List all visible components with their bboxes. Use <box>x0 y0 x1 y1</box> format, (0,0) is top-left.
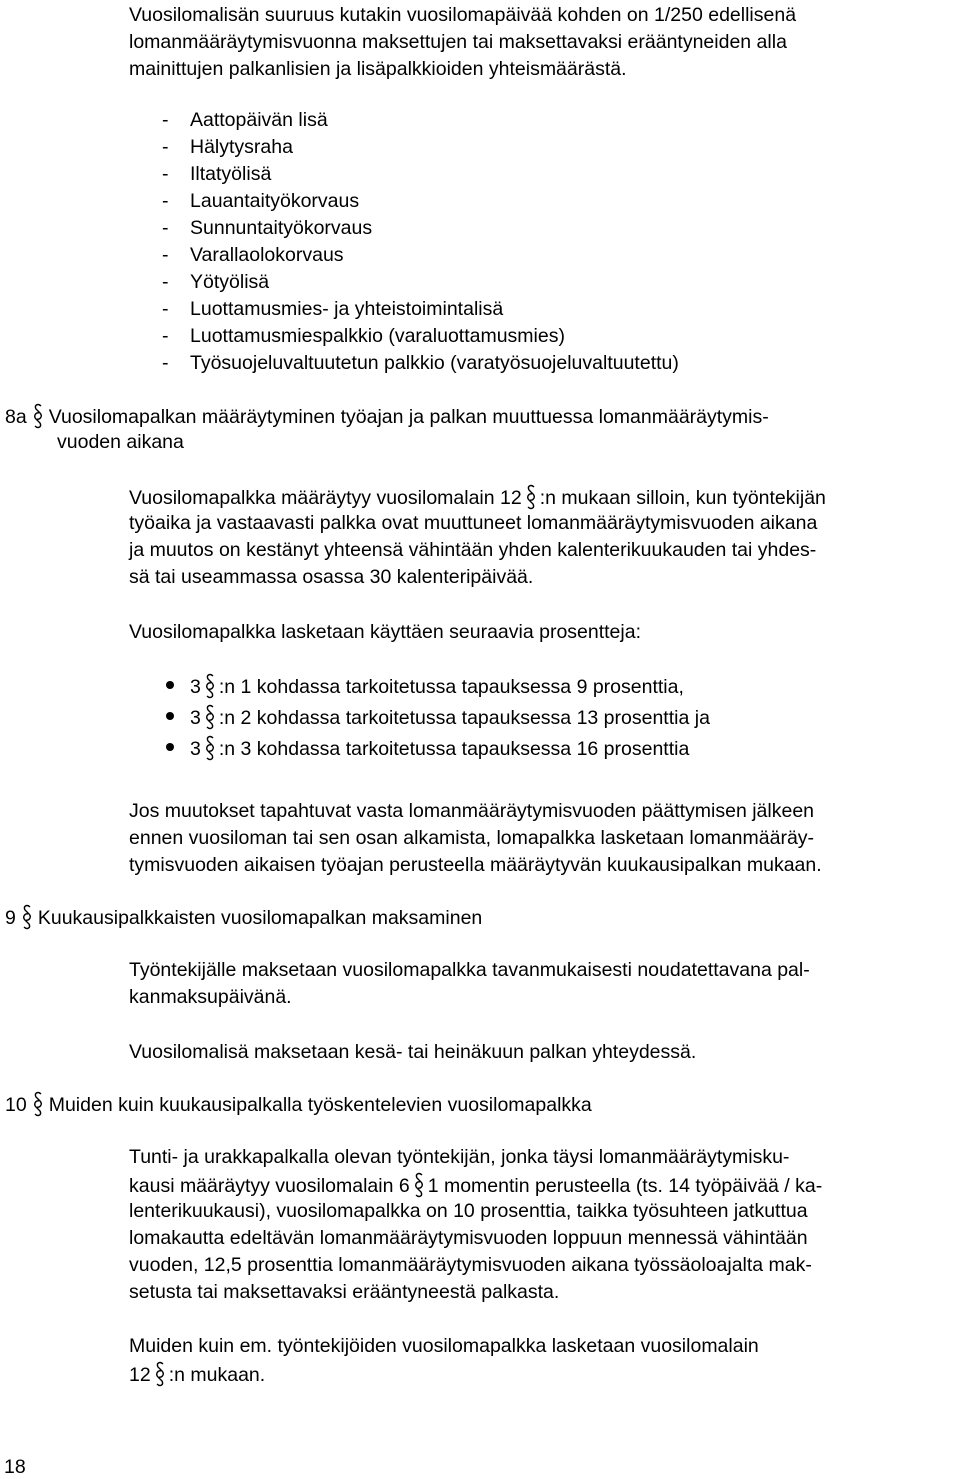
section-symbol-icon <box>205 704 215 730</box>
section-9-p2: Vuosilomalisä maksetaan kesä- tai heinäkuun palkan yhteydessä. <box>129 1041 697 1063</box>
section-10-p2-line-2a: 12 <box>129 1364 151 1386</box>
section-10-p1-line-5: vuoden, 12,5 prosenttia lomanmääräytymisvuoden aikana työssäoloajalta mak- <box>129 1254 812 1276</box>
allowance-item: Luottamusmiespalkkio (varaluottamusmies) <box>190 325 565 347</box>
section-9-p1-line-2: kanmaksupäivänä. <box>129 986 292 1008</box>
section-8a-p1-line-2: työaika ja vastaavasti palkka ovat muuttuneet lomanmääräytymisvuoden aikana <box>129 512 818 534</box>
section-10-p1-line-3: lenterikuukausi), vuosilomapalkka on 10 prosenttia, taikka työsuhteen jatkuttua <box>129 1200 808 1222</box>
list-dash: - <box>162 352 169 374</box>
bullet-item-2-a: 3 <box>190 707 201 729</box>
section-10-p1-line-2a: kausi määräytyy vuosilomalain 6 <box>129 1175 410 1197</box>
section-10-p2-line-2b: :n mukaan. <box>168 1364 266 1386</box>
section-8a-p3-line-1: Jos muutokset tapahtuvat vasta lomanmääräytymisvuoden päättymisen jälkeen <box>129 800 815 822</box>
section-9-heading <box>5 904 482 930</box>
list-dash: - <box>162 298 169 320</box>
section-9-p1-line-1: Työntekijälle maksetaan vuosilomapalkka tavanmukaisesti noudatettavana pal- <box>129 959 810 981</box>
intro-line-1: Vuosilomalisän suuruus kutakin vuosilomapäivää kohden on 1/250 edellisenä <box>129 4 797 26</box>
bullet-dot-icon <box>166 681 174 689</box>
section-symbol-icon <box>205 735 215 761</box>
section-8a-title-line-2: vuoden aikana <box>57 431 184 453</box>
allowance-item: Hälytysraha <box>190 136 293 158</box>
list-dash: - <box>162 136 169 158</box>
bullet-dot-icon <box>166 712 174 720</box>
section-10-p1-line-4: lomakautta edeltävän lomanmääräytymisvuoden loppuun mennessä vähintään <box>129 1227 808 1249</box>
allowance-item: Sunnuntaityökorvaus <box>190 217 373 239</box>
bullet-item-3 <box>190 735 689 761</box>
allowance-item: Aattopäivän lisä <box>190 109 328 131</box>
section-8a-p1-line-4: sä tai useammassa osassa 30 kalenteripäivää. <box>129 566 534 588</box>
intro-line-3: mainittujen palkanlisien ja lisäpalkkioiden yhteismäärästä. <box>129 58 627 80</box>
section-8a-heading <box>5 403 769 429</box>
section-symbol-icon <box>414 1172 424 1198</box>
section-10-title: Muiden kuin kuukausipalkalla työskentelevien vuosilomapalkka <box>48 1094 592 1116</box>
section-9-number: 9 <box>5 907 16 929</box>
section-10-p2-line-1: Muiden kuin em. työntekijöiden vuosilomapalkka lasketaan vuosilomalain <box>129 1335 759 1357</box>
section-9-title: Kuukausipalkkaisten vuosilomapalkan maksaminen <box>37 907 483 929</box>
section-10-heading <box>5 1091 592 1117</box>
list-dash: - <box>162 325 169 347</box>
allowance-item: Iltatyölisä <box>190 163 272 185</box>
section-symbol-icon <box>22 904 32 930</box>
allowance-item: Varallaolokorvaus <box>190 244 344 266</box>
bullet-item-1 <box>190 673 684 699</box>
allowance-item: Luottamusmies- ja yhteistoimintalisä <box>190 298 504 320</box>
section-10-number: 10 <box>5 1094 27 1116</box>
section-8a-p1-line-1a: Vuosilomapalkka määräytyy vuosilomalain 12 <box>129 487 522 509</box>
section-10-p2-line-2 <box>129 1361 265 1387</box>
section-8a-title-line-1: Vuosilomapalkan määräytyminen työajan ja palkan muuttuessa lomanmääräytymis- <box>48 406 769 428</box>
list-dash: - <box>162 109 169 131</box>
bullet-item-3-b: :n 3 kohdassa tarkoitetussa tapauksessa 16 prosenttia <box>218 738 690 760</box>
intro-line-2: lomanmääräytymisvuonna maksettujen tai maksettavaksi erääntyneiden alla <box>129 31 787 53</box>
bullet-item-1-a: 3 <box>190 676 201 698</box>
list-dash: - <box>162 163 169 185</box>
section-symbol-icon <box>33 1091 43 1117</box>
bullet-item-2 <box>190 704 710 730</box>
allowance-item: Työsuojeluvaltuutetun palkkio (varatyösuojeluvaltuutettu) <box>190 352 679 374</box>
page-number: 18 <box>4 1456 26 1478</box>
section-10-p1-line-2b: 1 momentin perusteella (ts. 14 työpäivää / ka- <box>427 1175 823 1197</box>
list-dash: - <box>162 217 169 239</box>
bullet-item-2-b: :n 2 kohdassa tarkoitetussa tapauksessa 13 prosenttia ja <box>218 707 710 729</box>
section-8a-p1-line-1 <box>129 484 826 510</box>
section-8a-p3-line-2: ennen vuosiloman tai sen osan alkamista, lomapalkka lasketaan lomanmääräy- <box>129 827 815 849</box>
bullet-item-3-a: 3 <box>190 738 201 760</box>
section-8a-p1-line-1b: :n mukaan silloin, kun työntekijän <box>539 487 826 509</box>
section-10-p1-line-1: Tunti- ja urakkapalkalla olevan työntekijän, jonka täysi lomanmääräytymisku- <box>129 1146 790 1168</box>
list-dash: - <box>162 271 169 293</box>
section-10-p1-line-6: setusta tai maksettavaksi erääntyneestä palkasta. <box>129 1281 560 1303</box>
section-8a-p3-line-3: tymisvuoden aikaisen työajan perusteella määräytyvän kuukausipalkan mukaan. <box>129 854 822 876</box>
list-dash: - <box>162 244 169 266</box>
section-8a-number: 8a <box>5 406 27 428</box>
allowance-item: Yötyölisä <box>190 271 270 293</box>
bullet-dot-icon <box>166 743 174 751</box>
section-8a-p1-line-3: ja muutos on kestänyt yhteensä vähintään yhden kalenterikuukauden tai yhdes- <box>129 539 817 561</box>
section-symbol-icon <box>33 403 43 429</box>
list-dash: - <box>162 190 169 212</box>
section-symbol-icon <box>155 1361 165 1387</box>
section-symbol-icon <box>526 484 536 510</box>
section-10-p1-line-2 <box>129 1172 822 1198</box>
section-symbol-icon <box>205 673 215 699</box>
allowance-item: Lauantaityökorvaus <box>190 190 360 212</box>
bullet-item-1-b: :n 1 kohdassa tarkoitetussa tapauksessa 9 prosenttia, <box>218 676 684 698</box>
section-8a-p2: Vuosilomapalkka lasketaan käyttäen seuraavia prosentteja: <box>129 621 641 643</box>
